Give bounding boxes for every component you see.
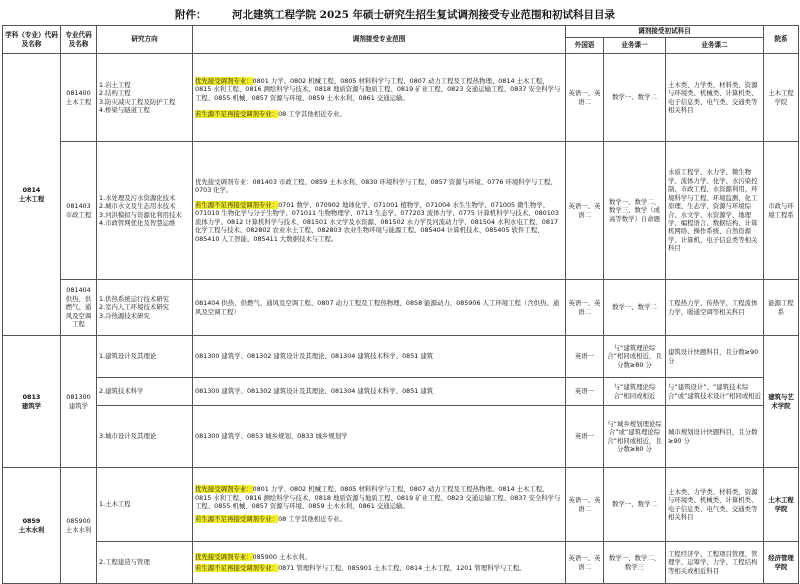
- school-cell: 土木工程学院: [764, 468, 799, 542]
- direction-item: 1.供热系统运行技术研究: [99, 294, 170, 303]
- priority-label: 优先接受调剂专业：: [195, 485, 253, 494]
- direction-item: 2.室内人工环境技术研究: [99, 303, 170, 312]
- priority-text: 0801 力学、0802 机械工程、0805 材料科学与工程、0807 动力工程及工程热物理、0814 土木工程、0815 水利工程、0816 测绘科学与技术、0818 地质资源与地质工程、0819 矿业工程、0823 交通运输工程、0837 安全科学与工程、0855 机械、0857 资源与环境、0859 土木水利、0861 交通运输。: [195, 485, 561, 510]
- supplement-label: 若生源不足再接受调剂专业：: [195, 564, 279, 572]
- course1-cell: 数学一、数学二: [604, 280, 666, 336]
- scope-cell: [193, 468, 566, 542]
- foreign-cell: 英语一: [566, 336, 604, 378]
- supplement-label: 若生源不足再接受调剂专业：: [195, 109, 279, 118]
- direction-cell: 1.建筑设计及其理论: [97, 336, 193, 378]
- major-cell: 081400 土木工程: [61, 54, 97, 142]
- direction-cell: [97, 142, 193, 280]
- school-cell: 市政与环境工程系: [764, 142, 799, 280]
- priority-label: 优先接受调剂专业：: [195, 76, 253, 85]
- direction-item: 1.岩土工程: [99, 80, 131, 89]
- course2-cell: 土木类、力学类、材料类、资源与环境类、机械类、计算机类、电子信息类、电气类、交通类等相关科目: [666, 468, 764, 542]
- course2-cell: 建筑设计快题科目，且分数≥90 分: [666, 336, 764, 378]
- discipline-cell: 0814 土木工程: [3, 54, 61, 336]
- direction-item: 3.河洪模拟与资源化利用技术: [99, 210, 182, 219]
- scope-cell: [193, 142, 566, 280]
- header-direction: 研究方向: [97, 26, 193, 54]
- school-cell: 土木工程学院: [764, 54, 799, 142]
- scope-cell: [193, 542, 566, 584]
- direction-cell: 1.土木工程: [97, 468, 193, 542]
- header-scope: 调剂接受专业范围: [193, 26, 566, 54]
- supplement-text: 08 工学其他相近专业。: [278, 109, 346, 118]
- foreign-cell: 英语一、英语二: [566, 54, 604, 142]
- course1-cell: 与“建筑理论综合”相同或相近: [604, 378, 666, 406]
- direction-item: 3.防灾减灾工程及防护工程: [99, 97, 176, 106]
- course1-cell: 与“建筑理论综合”相同或相近，且分数≥80 分: [604, 336, 666, 378]
- major-cell: 081404 供热、供燃气、通风及空调工程: [61, 280, 97, 336]
- header-foreign: 外国语: [566, 38, 604, 54]
- course1-cell: 与“城乡规划理论综合”或“建筑理论综合”相同或相近，且分数≥80 分: [604, 406, 666, 468]
- supplement-text: 0871 管理科学与工程、085901 土木工程、0814 土木工程、1201 管理科学与工程。: [278, 564, 526, 572]
- priority-text: 0801 力学、0802 机械工程、0805 材料科学与工程、0807 动力工程及工程热物理、0814 土木工程、0815 水利工程、0816 测绘科学与技术、0818 地质资源与地质工程、0819 矿业工程、0823 交通运输工程、0837 安全科学与工程、0855 机械、0857 资源与环境、0859 土木水利、0861 交通运输。: [195, 76, 561, 102]
- direction-item: 4.桥梁与隧道工程: [99, 105, 150, 114]
- course1-cell: 数学一、数学二: [604, 468, 666, 542]
- header-exam-group: 调剂接受初试科目: [566, 26, 764, 38]
- discipline-cell: 0859 土木水利: [3, 468, 61, 584]
- course2-cell: 工程经济学、工程项目管理、管理学、运筹学、力学、工程结构等相关或相近科目: [666, 542, 764, 584]
- title-prefix: 附件：: [175, 9, 207, 21]
- direction-item: 3.冷热源技术研究: [99, 311, 150, 320]
- supplement-label: 若生源不足再接受调剂专业：: [195, 515, 279, 524]
- discipline-cell: 0813 建筑学: [3, 336, 61, 468]
- priority-text: 085900 土木水利。: [252, 552, 311, 561]
- priority-label: 优先接受调剂专业：: [195, 552, 253, 561]
- direction-cell: 3.城市设计及其理论: [97, 406, 193, 468]
- header-course2: 业务课二: [666, 38, 764, 54]
- course2-cell: 城市规划设计快题科目，且分数≥90 分: [666, 406, 764, 468]
- supplement-text: 0701 数学、070902 地球化学、071001 植物学、071004 水生生物学、071005 微生物学、071010 生物化学与分子生物学、071011 生物物理学、0713 生态学、077203 流体力学、0775 计算机科学与技术、080103 流体力学、0812 计算机科学与技术、081501 水文学及水资源、081502 水力学及河流动力学、081504 水利水电工程、0817 化学工程与技术、082802 农业水土工程、082803 农业生物环境与能源工程、085404 计算机技术、085405 软件工程、085410 人工智能、085411 大数据技术与工程。: [195, 200, 559, 243]
- direction-cell: 2.工程建造与管理: [97, 542, 193, 584]
- major-cell: 085900 土木水利: [61, 468, 97, 584]
- supplement-label: 若生源不足再接受调剂专业：: [195, 200, 279, 209]
- scope-cell: 081300 建筑学、081302 建筑设计及其理论、081304 建筑技术科学、0851 建筑: [193, 378, 566, 406]
- direction-item: 2.结构工程: [99, 89, 131, 98]
- priority-text: 081403 市政工程、0859 土木水利、0830 环境科学与工程、0857 资源与环境、0776 环境科学与工程、0703 化学。: [195, 177, 557, 195]
- header-major: 专业代码及名称: [61, 26, 97, 54]
- course2-cell: 水质工程学、水力学、微生物学、流体力学、化学、水污染控制、市政工程、水资源利用、环境科学与工程、环境监测、化工原理、生态学、资源与环境综合、水文学、水资源学、地理学、编程语言、数据结构、计算机网络、操作系统、自然资源学、计算机、电子信息类等相关科目: [666, 142, 764, 280]
- direction-item: 4.市政管网优化及智慧运维: [99, 218, 176, 227]
- foreign-cell: 英语一、英语二: [566, 542, 604, 584]
- foreign-cell: 英语一、英语二: [566, 280, 604, 336]
- scope-cell: 081300 建筑学、081302 建筑设计及其理论、081304 建筑技术科学、0851 建筑: [193, 336, 566, 378]
- school-cell: 能源工程系: [764, 280, 799, 336]
- header-course1: 业务课一: [604, 38, 666, 54]
- direction-cell: 2.建筑技术科学: [97, 378, 193, 406]
- course2-cell: 土木类、力学类、材料类、资源与环境类、机械类、计算机类、电子信息类、电气类、交通类等相关科目: [666, 54, 764, 142]
- foreign-cell: 英语一、英语二: [566, 468, 604, 542]
- direction-item: 2.城市水文及生态用水技术: [99, 202, 176, 211]
- scope-cell: 081404 供热、供燃气、通风及空调工程、0807 动力工程及工程热物理、0858 能源动力、085906 人工环境工程（含供热、通风及空调工程）: [193, 280, 566, 336]
- supplement-text: 08 工学其他相近专业。: [278, 515, 346, 524]
- header-school: 院系: [764, 26, 799, 54]
- header-discipline: 学科（专业）代码及名称: [3, 26, 61, 54]
- course2-cell: 工程热力学、传热学、工程流体力学、暖通空调等相关科目: [666, 280, 764, 336]
- scope-cell: 081300 建筑学、0853 城乡规划、0833 城乡规划学: [193, 406, 566, 468]
- foreign-cell: 英语一: [566, 406, 604, 468]
- title-main: 河北建筑工程学院 2025 年硕士研究生招生复试调剂接受专业范围和初试科目目录: [232, 9, 616, 21]
- course1-cell: 数学一、数学二、数学三、数学（或高等数学）自命题: [604, 142, 666, 280]
- direction-cell: [97, 54, 193, 142]
- school-cell: 建筑与艺术学院: [764, 336, 799, 468]
- scope-cell: [193, 54, 566, 142]
- major-cell: 081300 建筑学: [61, 336, 97, 468]
- foreign-cell: 英语一: [566, 378, 604, 406]
- document-title: [0, 3, 800, 25]
- course1-cell: 数学一、数学二: [604, 54, 666, 142]
- school-cell: 经济管理学院: [764, 542, 799, 584]
- priority-label: 优先接受调剂专业：: [195, 177, 253, 186]
- direction-cell: [97, 280, 193, 336]
- course2-cell: 与“建筑设计”、“建筑技术综合”或“建筑技术设计”相同或相近: [666, 378, 764, 406]
- major-cell: 081403 市政工程: [61, 142, 97, 280]
- course1-cell: 数学一、数学二、数学三: [604, 542, 666, 584]
- direction-item: 1.水处理及污水资源化技术: [99, 193, 176, 202]
- catalog-table: [2, 25, 799, 584]
- foreign-cell: 英语一、英语二: [566, 142, 604, 280]
